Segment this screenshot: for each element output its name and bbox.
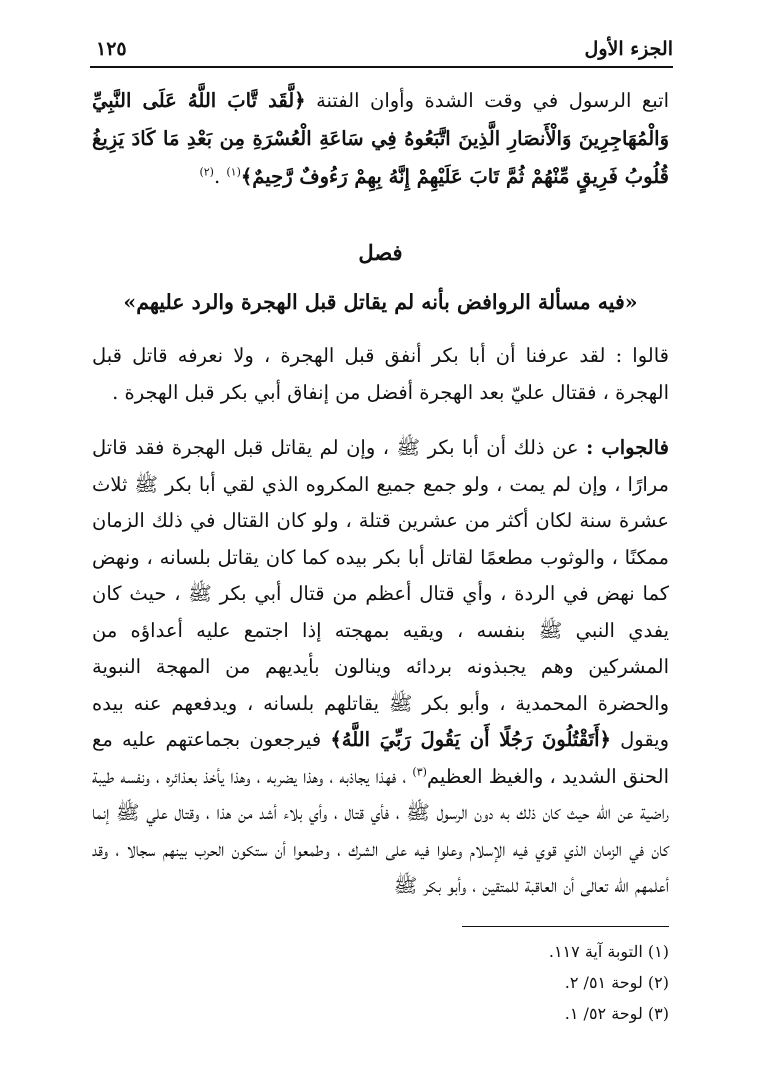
answer-lead: فالجواب : [586, 436, 669, 459]
footnote-separator [462, 926, 669, 927]
header-rule [90, 66, 673, 68]
answer-quran-verse: ﴿أَتَقْتُلُونَ رَجُلًا أَن يَقُولَ رَبِّيَ اللَّهُ﴾ [330, 728, 611, 751]
footnote-ref-1: (١) [226, 165, 241, 179]
footnote-1: (١) التوبة آية ١١٧. [548, 942, 669, 961]
footnote-ref-3: (٣) [412, 765, 427, 778]
page-number: ١٢٥ [96, 38, 127, 60]
footnote-3: (٣) لوحة ٥٢/ ١. [564, 1004, 669, 1023]
footnote-2: (٢) لوحة ٥١/ ٢. [564, 973, 669, 992]
quran-verse: ﴿لَّقَد تَّابَ اللَّهُ عَلَى النَّبِيِّ وَالْمُهَاجِرِينَ وَالْأَنصَارِ الَّذِينَ اتَّبَعُوهُ فِي سَاعَةِ الْعُسْرَةِ مِن بَعْدِ مَا كَادَ يَزِيغُ قُلُوبُ فَرِيقٍ مِّنْهُمْ ثُمَّ تَابَ عَلَيْهِمْ إِنَّهُ بِهِمْ رَءُوفٌ رَّحِيمٌ﴾ [92, 89, 669, 188]
paragraph-claim: قالوا : لقد عرفنا أن أبا بكر أنفق قبل الهجرة ، ولا نعرفه قاتل قبل الهجرة ، فقتال عليّ بعد الهجرة أفضل من إنفاق أبي بكر قبل الهجرة . [92, 344, 669, 404]
verse-end: . [213, 165, 221, 188]
footnote-ref-2: (٢) [199, 165, 214, 179]
answer-text-2: فيرجعون بجماعتهم عليه مع الحنق الشديد ، والغيظ العظيم [92, 728, 669, 788]
part-title: الجزء الأول [584, 38, 673, 60]
section-title: فصل [358, 240, 403, 265]
page-header [96, 34, 673, 64]
verse-paragraph [92, 82, 669, 196]
verse-intro: اتبع الرسول في وقت الشدة وأوان الفتنة [316, 89, 670, 112]
paragraph-answer [92, 430, 669, 905]
footnotes [92, 936, 669, 1029]
answer-text-1: عن ذلك أن أبا بكر ﷺ ، وإن لم يقاتل قبل الهجرة فقد قاتل مرارًا ، وإن لم يمت ، ولو جمع جميع المكروه الذي لقي أبا بكر ﷺ ثلاث عشرة سنة لكان أكثر من عشرين قتلة ، ولو كان القتال في ذلك الزمان ممكنًا ، والوثوب مطعمًا لقاتل أبا بكر بيده كما كان يقاتل بلسانه ، ونهض كما نهض في الردة ، وأي قتال أعظم من قتال أبي بكر ﷺ ، حيث كان يفدي النبي ﷺ بنفسه ، ويقيه بمهجته إذا اجتمع عليه أعداؤه من المشركين وهم يجبذونه بردائه وينالون بأيديهم من المهجة النبوية والحضرة المحمدية ، وأبو بكر ﷺ يقاتلهم بلسانه ، ويدفعهم عنه بيده ويقول [92, 436, 670, 751]
answer-text-3: ، فهذا يجاذبه ، وهذا يضربه ، وهذا يأخذ بعذائره ، ونفسه طيبة راضية عن الله حيث كان ذلك به دون الرسول ﷺ ، فأي قتال ، وأي بلاء أشد من هذا ، وقتال علي ﷺ إنما كان في الزمان الذي قوي فيه الإسلام وعلوا فيه على الشرك ، وطمعوا أن ستكون الحرب بينهم سجالا ، وقد أعلمهم الله تعالى أن العاقبة للمتقين ، وأبو بكر ﷺ [92, 764, 669, 897]
section-subtitle: «فيه مسألة الروافض بأنه لم يقاتل قبل الهجرة والرد عليهم» [123, 290, 638, 314]
